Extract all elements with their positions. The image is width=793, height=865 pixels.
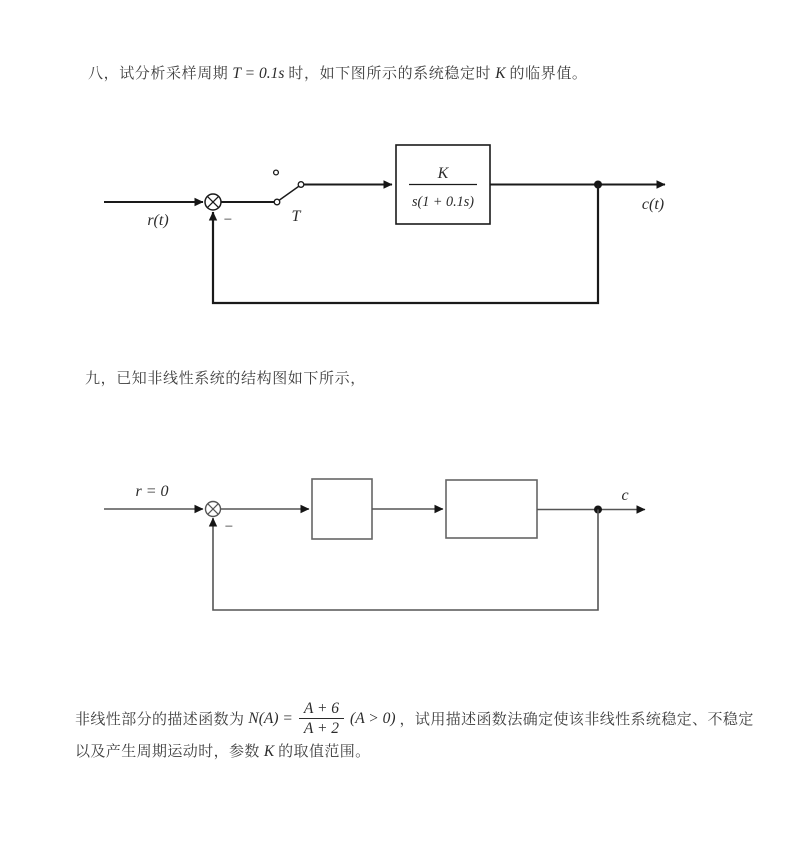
description-zh-part1: 非线性部分的描述函数为 xyxy=(75,712,245,729)
description-zh-part2: ，试用描述函数法确定使该非线性系统稳定、不稳定 xyxy=(399,712,754,729)
description-line2-suffix: 的取值范围。 xyxy=(278,744,371,760)
nonlinear-system-diagram xyxy=(104,479,645,610)
problem-8-heading-suffix: 的临界值。 xyxy=(509,66,588,82)
fraction-denominator: A + 2 xyxy=(299,718,344,737)
problem-9-heading: 九，已知非线性系统的结构图如下所示， xyxy=(85,371,366,387)
d2-linear-block xyxy=(446,480,537,538)
d2-input-label: r = 0 xyxy=(135,483,169,500)
describing-function-lhs: N(A) = xyxy=(248,709,293,727)
describing-function-line-1 xyxy=(75,700,754,737)
d2-nonlinear-block xyxy=(312,479,372,539)
d1-sampler-period-label: T xyxy=(291,208,301,225)
sampled-system-diagram xyxy=(104,145,665,303)
fraction-numerator: A + 6 xyxy=(303,700,340,717)
d1-output-label: c(t) xyxy=(641,196,665,213)
d1-sampler-dot xyxy=(274,170,279,175)
problem-8-heading-prefix: 八，试分析采样周期 xyxy=(88,66,229,82)
d1-sampler-switch-arm xyxy=(280,187,299,201)
d1-gain-denominator: s(1 + 0.1s) xyxy=(412,194,474,210)
describing-function-line-2 xyxy=(75,742,371,762)
describing-function-fraction xyxy=(299,700,344,737)
parameter-k-symbol: K xyxy=(263,743,275,760)
d1-gain-numerator: K xyxy=(437,165,449,182)
sampling-period-expression: T = 0.1s xyxy=(232,65,285,82)
d2-minus-sign: − xyxy=(224,519,234,535)
problem-8-heading-mid: 时，如下图所示的系统稳定时 xyxy=(288,66,492,82)
d1-minus-sign: − xyxy=(223,212,233,228)
d2-feedback-path xyxy=(213,510,598,611)
d2-output-label: c xyxy=(621,487,629,504)
d1-input-label: r(t) xyxy=(147,212,169,229)
describing-function-condition: (A > 0) xyxy=(350,709,396,727)
description-line2-prefix: 以及产生周期运动时，参数 xyxy=(75,744,260,760)
d1-sampler-contact-right xyxy=(298,182,304,188)
d1-sampler-contact-left xyxy=(274,199,280,205)
gain-symbol: K xyxy=(495,65,506,82)
